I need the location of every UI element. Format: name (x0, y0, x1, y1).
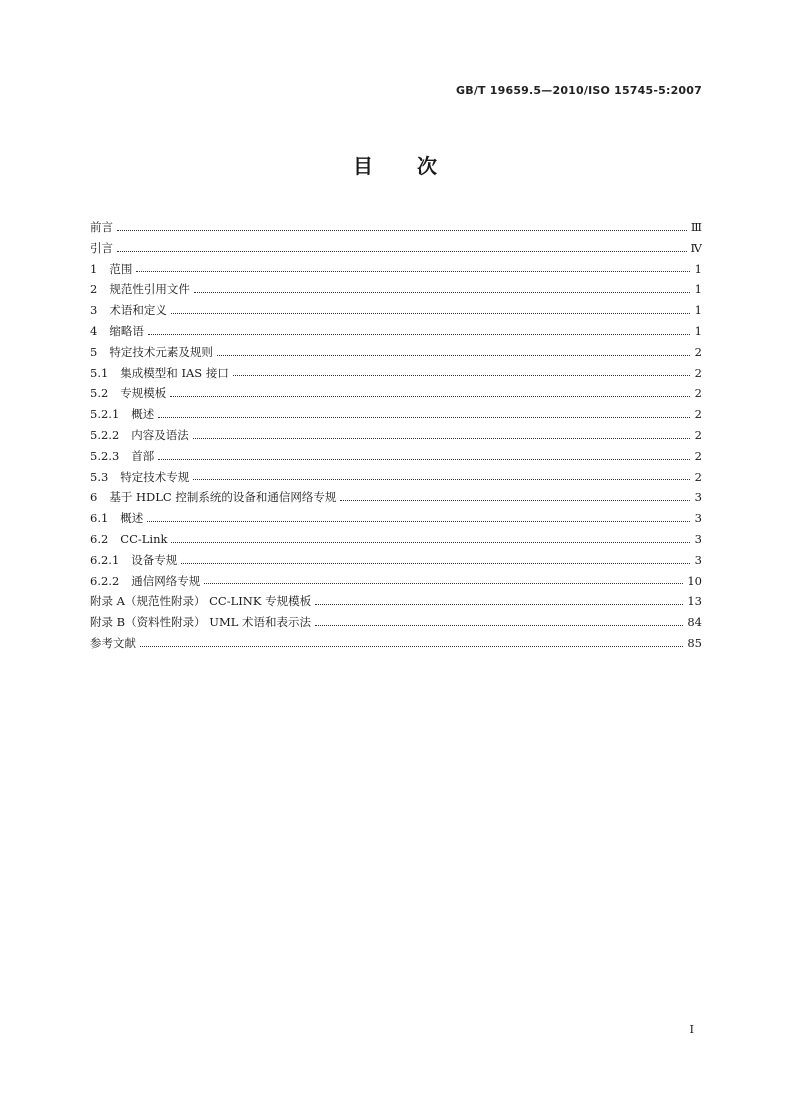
toc-entry[interactable] (90, 279, 702, 300)
toc-leader-dots (170, 396, 690, 397)
toc-entry[interactable] (90, 612, 702, 633)
toc-entry-page: 3 (694, 552, 702, 567)
toc-entry[interactable] (90, 487, 702, 508)
toc-entry-label: 特定技术元素及规则 (109, 344, 213, 359)
standard-code-header: GB/T 19659.5—2010/ISO 15745-5:2007 (456, 84, 702, 97)
toc-entry-number: 6.2.2 (90, 573, 120, 588)
toc-leader-dots (158, 459, 690, 460)
toc-entry-page: 2 (694, 386, 702, 401)
toc-entry-label: 参考文献 (90, 635, 136, 650)
toc-leader-dots (158, 417, 690, 418)
toc-entry-number: 2 (90, 282, 98, 297)
toc-entry-page: 2 (694, 407, 702, 422)
toc-entry-number: 5.1 (90, 365, 109, 380)
toc-entry[interactable] (90, 467, 702, 488)
toc-entry-label: 范围 (109, 261, 133, 276)
toc-entry-page: 1 (694, 303, 702, 318)
toc-entry-page: Ⅳ (690, 240, 702, 255)
toc-entry[interactable] (90, 591, 702, 612)
toc-entry[interactable] (90, 529, 702, 550)
toc-leader-dots (147, 521, 690, 522)
toc-entry-number: 3 (90, 303, 98, 318)
toc-entry-page: 1 (694, 282, 702, 297)
toc-entry-number: 6 (90, 490, 98, 505)
toc-leader-dots (340, 500, 690, 501)
toc-leader-dots (217, 355, 690, 356)
toc-entry[interactable] (90, 383, 702, 404)
toc-leader-dots (171, 542, 690, 543)
toc-entry-number: 5.2.1 (90, 407, 120, 422)
title-char-1: 目 (353, 154, 375, 178)
page-title (0, 150, 792, 179)
toc-entry-label: CC-Link (120, 531, 168, 546)
toc-entry-page: 2 (694, 448, 702, 463)
toc-entry[interactable] (90, 425, 702, 446)
toc-entry-page: Ⅲ (690, 220, 702, 234)
toc-leader-dots (140, 646, 683, 647)
toc-entry-page: 2 (694, 427, 702, 442)
toc-leader-dots (148, 334, 690, 335)
toc-entry-page: 3 (694, 531, 702, 546)
toc-entry-page: 10 (687, 573, 702, 588)
toc-entry-label: 前言 (90, 220, 113, 234)
toc-leader-dots (193, 479, 690, 480)
toc-leader-dots (194, 292, 690, 293)
toc-entry-number: 5.3 (90, 469, 109, 484)
toc-leader-dots (181, 563, 690, 564)
toc-entry-label: 附录 B（资料性附录） UML 术语和表示法 (90, 615, 312, 630)
table-of-contents (90, 217, 702, 654)
toc-entry-number: 5.2.2 (90, 427, 120, 442)
toc-leader-dots (315, 625, 683, 626)
toc-entry-number: 1 (90, 261, 98, 276)
toc-entry-number: 6.2 (90, 531, 109, 546)
toc-leader-dots (117, 230, 687, 231)
toc-leader-dots (193, 438, 690, 439)
toc-entry-page: 2 (694, 365, 702, 380)
toc-entry-page: 3 (694, 511, 702, 526)
toc-leader-dots (315, 604, 683, 605)
toc-entry[interactable] (90, 342, 702, 363)
toc-entry-page: 2 (694, 344, 702, 359)
toc-leader-dots (171, 313, 690, 314)
toc-entry-label: 概述 (131, 407, 155, 422)
toc-entry[interactable] (90, 404, 702, 425)
toc-leader-dots (136, 271, 690, 272)
toc-entry-number: 4 (90, 323, 98, 338)
toc-entry[interactable] (90, 321, 702, 342)
toc-entry-label: 集成模型和 IAS 接口 (120, 365, 229, 380)
toc-entry[interactable] (90, 446, 702, 467)
toc-entry-page: 2 (694, 469, 702, 484)
toc-entry-number: 6.1 (90, 511, 109, 526)
toc-entry-label: 设备专规 (131, 552, 178, 567)
toc-entry[interactable] (90, 363, 702, 384)
toc-entry-label: 缩略语 (109, 323, 144, 338)
toc-entry-label: 首部 (131, 448, 155, 463)
toc-entry-page: 1 (694, 261, 702, 276)
toc-entry-label: 术语和定义 (109, 303, 167, 318)
toc-entry-page: 3 (694, 490, 702, 505)
toc-entry-number: 5 (90, 344, 98, 359)
title-char-2: 次 (417, 154, 439, 178)
toc-entry-number: 5.2.3 (90, 448, 120, 463)
toc-entry[interactable] (90, 633, 702, 654)
toc-entry-label: 基于 HDLC 控制系统的设备和通信网络专规 (109, 490, 337, 505)
toc-leader-dots (117, 251, 687, 252)
toc-entry[interactable] (90, 550, 702, 571)
toc-entry[interactable] (90, 508, 702, 529)
toc-entry-label: 附录 A（规范性附录） CC-LINK 专规模板 (90, 594, 312, 609)
toc-entry[interactable] (90, 217, 702, 238)
toc-entry-page: 1 (694, 323, 702, 338)
toc-entry-label: 特定技术专规 (120, 469, 190, 484)
toc-entry-page: 84 (687, 615, 702, 630)
toc-entry-label: 引言 (90, 240, 113, 255)
toc-entry-label: 内容及语法 (131, 427, 189, 442)
toc-entry-number: 6.2.1 (90, 552, 120, 567)
toc-entry-number: 5.2 (90, 386, 109, 401)
toc-entry[interactable] (90, 259, 702, 280)
toc-entry-label: 专规模板 (120, 386, 167, 401)
toc-entry-label: 概述 (120, 511, 144, 526)
toc-entry-page: 85 (687, 635, 702, 650)
page-number: I (689, 1022, 694, 1036)
toc-entry[interactable] (90, 300, 702, 321)
toc-entry[interactable] (90, 571, 702, 592)
toc-entry-page: 13 (687, 594, 702, 609)
toc-leader-dots (233, 375, 690, 376)
toc-entry[interactable] (90, 238, 702, 259)
toc-leader-dots (204, 583, 683, 584)
toc-entry-label: 规范性引用文件 (109, 282, 190, 297)
toc-entry-label: 通信网络专规 (131, 573, 201, 588)
